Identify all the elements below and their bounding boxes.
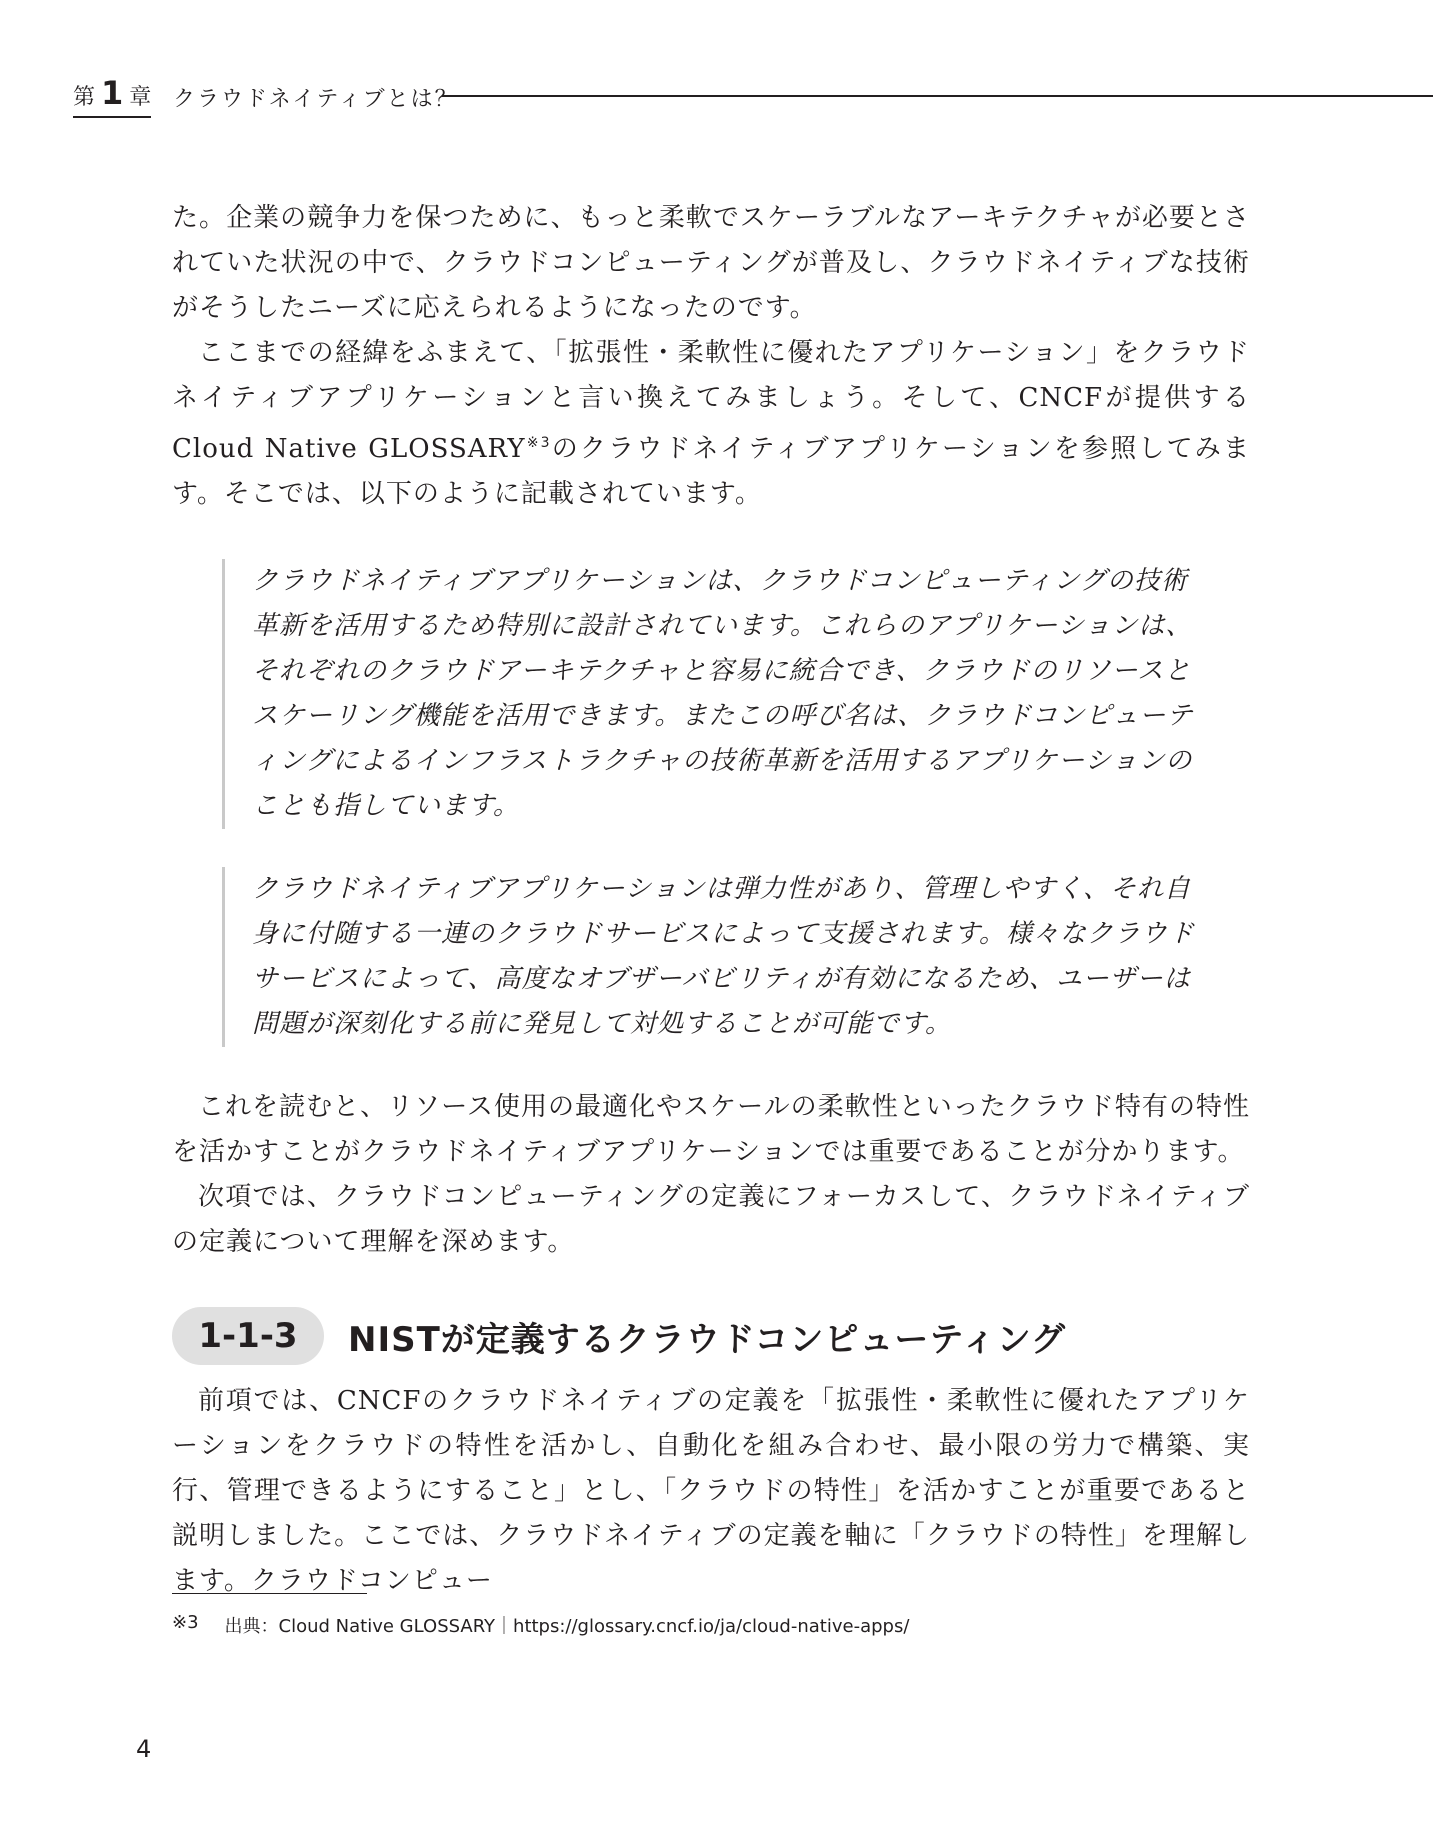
- chapter-prefix: 第: [73, 85, 96, 110]
- footnote-reference[interactable]: ※3: [525, 435, 551, 451]
- chapter-label: [73, 74, 151, 118]
- running-header: [73, 74, 1433, 118]
- section-heading: [172, 1307, 1250, 1365]
- header-rule: [442, 95, 1433, 97]
- glossary-text-after: のクラウドネイティブアプリケーションを参照してみます。そこでは、以下のように記載されています。: [172, 434, 1250, 509]
- blockquote: クラウドネイティブアプリケーションは弾力性があり、管理しやすく、それ自身に付随する一連のクラウドサービスによって支援されます。様々なクラウドサービスによって、高度なオブザーバビリティが有効になるため、ユーザーは問題が深刻化する前に発見して対処することが可能です。: [222, 867, 1202, 1047]
- paragraph: 次項では、クラウドコンピューティングの定義にフォーカスして、クラウドネイティブの定義について理解を深めます。: [172, 1182, 1250, 1257]
- footnote-divider: [172, 1593, 367, 1594]
- glossary-text-before: ここまでの経緯をふまえて、「拡張性・柔軟性に優れたアプリケーション」をクラウドネイティブアプリケーションと言い換えてみましょう。そして、CNCFが提供するCloud Native GLOSSARY: [172, 338, 1250, 464]
- paragraph-glossary: [172, 331, 1250, 517]
- page-number: 4: [136, 1735, 152, 1763]
- chapter-suffix: 章: [129, 85, 152, 110]
- paragraph: これを読むと、リソース使用の最適化やスケールの柔軟性といったクラウド特有の特性を活かすことがクラウドネイティブアプリケーションでは重要であることが分かります。: [172, 1092, 1250, 1167]
- footnote-mark: ※3: [172, 1612, 199, 1633]
- paragraph: 前項では、CNCFのクラウドネイティブの定義を「拡張性・柔軟性に優れたアプリケーションをクラウドの特性を活かし、自動化を組み合わせ、最小限の労力で構築、実行、管理できるようにすること」とし、「クラウドの特性」を活かすことが重要であると説明しました。ここでは、クラウドネイティブの定義を軸に「クラウドの特性」を理解します。クラウドコンピュー: [172, 1386, 1250, 1596]
- chapter-number: 1: [101, 74, 124, 112]
- section-number-badge: 1-1-3: [172, 1307, 324, 1365]
- footnote: [172, 1612, 909, 1638]
- footnote-text: 出典：Cloud Native GLOSSARY｜https://glossary.cncf.io/ja/cloud-native-apps/: [224, 1616, 910, 1637]
- body-text: [172, 196, 1250, 1604]
- paragraph-continued: た。企業の競争力を保つために、もっと柔軟でスケーラブルなアーキテクチャが必要とされていた状況の中で、クラウドコンピューティングが普及し、クラウドネイティブな技術がそうしたニーズに応えられるようになったのです。: [172, 203, 1250, 323]
- chapter-title: クラウドネイティブとは？: [173, 87, 459, 112]
- section-title: NISTが定義するクラウドコンピューティング: [348, 1319, 1067, 1360]
- blockquote: クラウドネイティブアプリケーションは、クラウドコンピューティングの技術革新を活用するため特別に設計されています。これらのアプリケーションは、それぞれのクラウドアーキテクチャと容易に統合でき、クラウドのリソースとスケーリング機能を活用できます。またこの呼び名は、クラウドコンピューティングによるインフラストラクチャの技術革新を活用するアプリケーションのことも指しています。: [222, 559, 1202, 829]
